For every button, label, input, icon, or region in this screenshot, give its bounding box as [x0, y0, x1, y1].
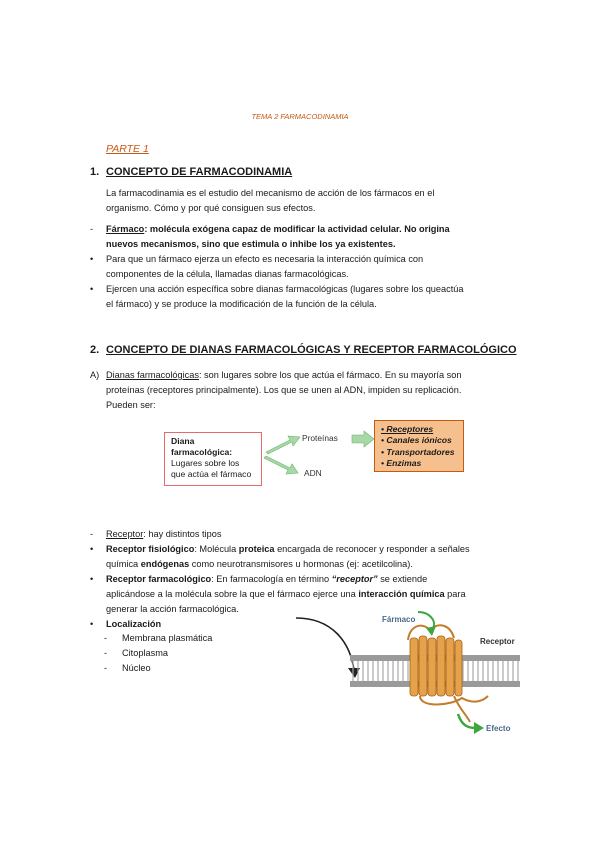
bullet-interaccion [90, 252, 516, 282]
localizacion-list: - Membrana plasmática - Citoplasma - Núcleo [104, 633, 213, 673]
diana-box-title: farmacológica: [171, 447, 233, 457]
text-span: generar la acción farmacológica. [106, 604, 239, 614]
localizacion-title: Localización [106, 619, 162, 629]
effect-arrow-icon [458, 714, 484, 734]
receptor-protein-icon [408, 625, 488, 722]
bold-span: proteica [238, 544, 275, 554]
farmaco-definition-cont: nuevos mecanismos, sino que estimula o inhibe los ya existentes. [106, 239, 396, 249]
bullet-marker: • [90, 284, 94, 294]
text-span: : En farmacología en término [211, 574, 332, 584]
bullet-farmaco [90, 222, 516, 252]
dianas-term: Dianas farmacológicas [106, 370, 199, 380]
text-span: como neurotransmisores u hormonas (ej: acetilcolina). [189, 559, 413, 569]
bullet-line: Para que un fármaco ejerza un efecto es necesaria la interacción química con [106, 254, 424, 264]
text-span: química [106, 559, 141, 569]
section-a-paragraph [106, 368, 516, 413]
proteinas-label: Proteínas [302, 433, 338, 443]
localizacion-item: Citoplasma [122, 648, 168, 658]
text-span: encargada de reconocer y responder a señales [274, 544, 470, 554]
text-span: : Molécula [194, 544, 239, 554]
protein-type-item: Canales iónicos [386, 435, 452, 446]
bullet-marker: • [90, 574, 94, 584]
bullet-localizacion [90, 617, 306, 632]
receptor-label: Receptor [480, 637, 515, 646]
paragraph-line: proteínas (receptores principalmente). Los que se unen al ADN, impiden su replicación. [106, 385, 462, 395]
bullet-receptor-fisiologico [90, 542, 516, 572]
section-1-paragraph [106, 186, 506, 216]
diana-box-text: Lugares sobre los [171, 458, 240, 468]
dianas-diagram [164, 424, 464, 490]
localizacion-item: Membrana plasmática [122, 633, 213, 643]
bold-span: “receptor” [331, 574, 378, 584]
drug-label: Fármaco [382, 615, 416, 624]
bold-span: endógenas [140, 559, 190, 569]
receptor-figure [350, 610, 520, 735]
arrow-to-list-icon [352, 431, 374, 447]
drug-molecule-icon [418, 612, 436, 636]
bullet-marker: • [90, 544, 94, 554]
paragraph-line: organismo. Cómo y por qué consiguen sus efectos. [106, 203, 316, 213]
section-2-title: CONCEPTO DE DIANAS FARMACOLÓGICAS Y RECEPTOR FARMACOLÓGICO [106, 344, 517, 356]
protein-type-item: Enzimas [386, 457, 422, 468]
farmaco-definition: : molécula exógena capaz de modificar la actividad celular. No origina [144, 224, 450, 234]
arrow-to-adn-icon [264, 456, 298, 474]
text-span: para [444, 589, 466, 599]
bullet-marker: • [90, 619, 94, 629]
dash-marker: - [90, 224, 94, 234]
section-1-number: 1. [90, 166, 100, 178]
bullet-line: Ejercen una acción específica sobre dianas farmacológicas (lugares sobre los queactúa [106, 284, 464, 294]
bullet-receptor [90, 527, 516, 542]
localizacion-item: Núcleo [122, 663, 151, 673]
bold-span: interacción química [358, 589, 445, 599]
section-1-heading [90, 166, 292, 178]
section-2-heading [90, 344, 517, 356]
protein-type-item: Receptores [386, 424, 434, 434]
text-span: se extiende [377, 574, 428, 584]
text-span: aplicándose a la molécula sobre la que el fármaco ejerce una [106, 589, 359, 599]
bullet-marker: • [90, 254, 94, 264]
document-header: TEMA 2 FARMACODINAMIA [251, 112, 349, 121]
diana-box-text: que actúa el fármaco [171, 469, 252, 479]
bullet-line: componentes de la célula, llamadas dianas farmacológicas. [106, 269, 349, 279]
section-a-marker: A) [90, 370, 100, 380]
farmacologico-term: Receptor farmacológico [106, 574, 212, 584]
paragraph-line: La farmacodinamia es el estudio del mecanismo de acción de los fármacos en el [106, 188, 435, 198]
arrow-to-proteinas-icon [266, 436, 300, 454]
curved-arrow-icon [296, 618, 354, 670]
adn-label: ADN [304, 468, 322, 478]
part-title: PARTE 1 [106, 143, 149, 155]
paragraph-line: Pueden ser: [106, 400, 156, 410]
effect-label: Efecto [486, 724, 511, 733]
receptor-text: : hay distintos tipos [143, 529, 222, 539]
receptor-term: Receptor [106, 529, 144, 539]
proteinas-types-box: • Receptores • Canales iónicos • Transportadores • Enzimas [374, 420, 464, 472]
dianas-definition: : son lugares sobre los que actúa el fármaco. En su mayoría son [198, 370, 462, 380]
farmaco-term: Fármaco [106, 224, 145, 234]
bullet-accion [90, 282, 526, 312]
diana-box-title: Diana [171, 436, 195, 446]
dash-marker: - [90, 529, 94, 539]
section-2-number: 2. [90, 344, 100, 356]
diana-definition-box [164, 432, 262, 486]
bullet-line: el fármaco) y se produce la modificación de la función de la célula. [106, 299, 377, 309]
fisiologico-term: Receptor fisiológico [106, 544, 195, 554]
protein-type-item: Transportadores [386, 446, 455, 457]
section-1-title: CONCEPTO DE FARMACODINAMIA [106, 166, 293, 178]
